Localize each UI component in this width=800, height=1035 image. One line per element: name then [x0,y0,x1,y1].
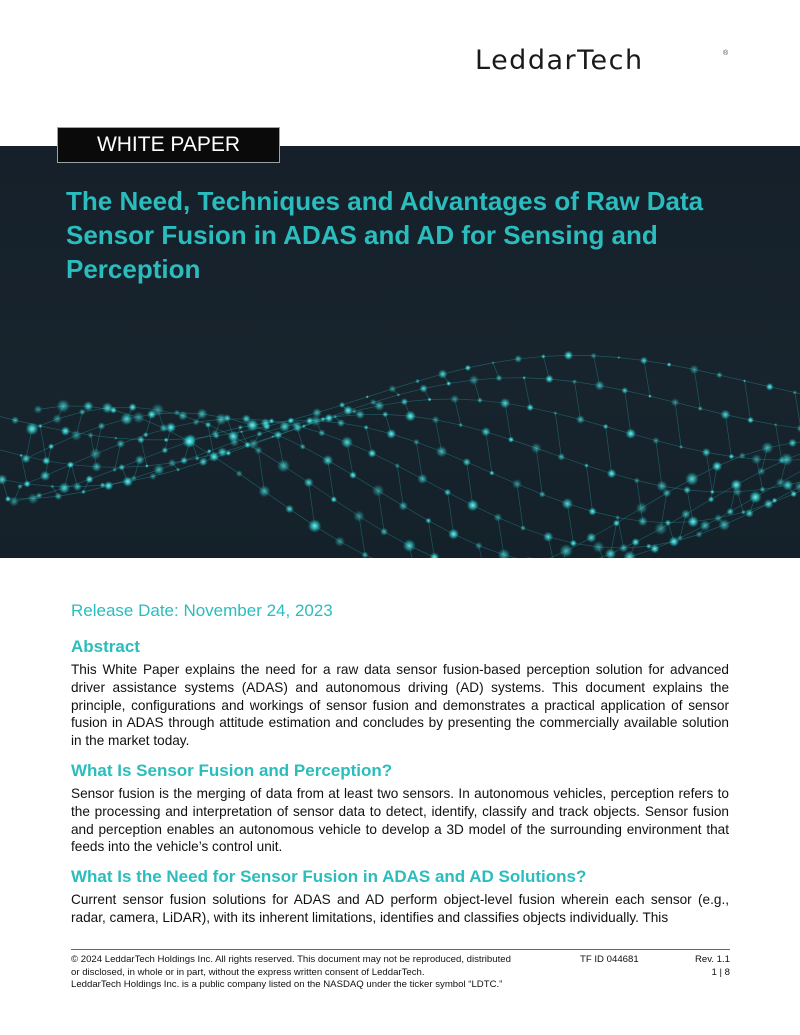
copyright-line-2: or disclosed, in whole or in part, without the express written consent of LeddarTech. [71,966,425,978]
section-body: Sensor fusion is the merging of data from at least two sensors. In autonomous vehicles, perception refers to the processing and interpretation of sensor data to detect, identify, classify and track objects. Sensor fusion and perception enables an autonomous vehicle to develop a 3D model of the surrounding environment that feeds into the vehicle’s control unit. [71,785,729,855]
copyright-line-3: LeddarTech Holdings Inc. is a public company listed on the NASDAQ under the ticker symbol “LDTC.” [71,979,503,990]
section-need-for-fusion [71,866,729,927]
tf-id: TF ID 044681 [580,954,639,965]
document-type-label: WHITE PAPER [57,127,280,163]
section-body: This White Paper explains the need for a raw data sensor fusion-based perception solution for advanced driver assistance systems (ADAS) and autonomous driving (AD) systems. This document explains the principle, configurations and workings of sensor fusion and demonstrates a practical application of sensor fusion in ADAS through attitude estimation and concludes by presenting the commercially available solution in the market today. [71,662,729,749]
logo-wordmark: LeddarTech [475,45,644,76]
main-content [71,598,729,937]
release-date: Release Date: November 24, 2023 [71,601,333,620]
section-heading: Abstract [71,637,140,656]
registered-mark: ® [723,50,729,57]
revision: Rev. 1.1 [694,954,730,965]
section-heading: What Is Sensor Fusion and Perception? [71,760,393,780]
leddartech-logo [475,46,735,86]
page-footer [71,954,730,992]
section-heading: What Is the Need for Sensor Fusion in ADAS and AD Solutions? [71,867,587,887]
section-sensor-fusion-perception [71,760,729,856]
section-abstract [71,636,729,750]
section-body: Current sensor fusion solutions for ADAS and AD perform object-level fusion wherein each sensor (e.g., radar, camera, LiDAR), with its inherent limitations, identifies and classifies objects individually. This [71,892,729,925]
page-number: 1 | 8 [711,966,730,978]
copyright-line-1: © 2024 LeddarTech Holdings Inc. All rights reserved. This document may not be reproduced, distributed [71,954,511,965]
document-title: The Need, Techniques and Advantages of Raw Data Sensor Fusion in ADAS and AD for Sensing and Perception [66,186,704,284]
footer-divider [71,949,730,950]
